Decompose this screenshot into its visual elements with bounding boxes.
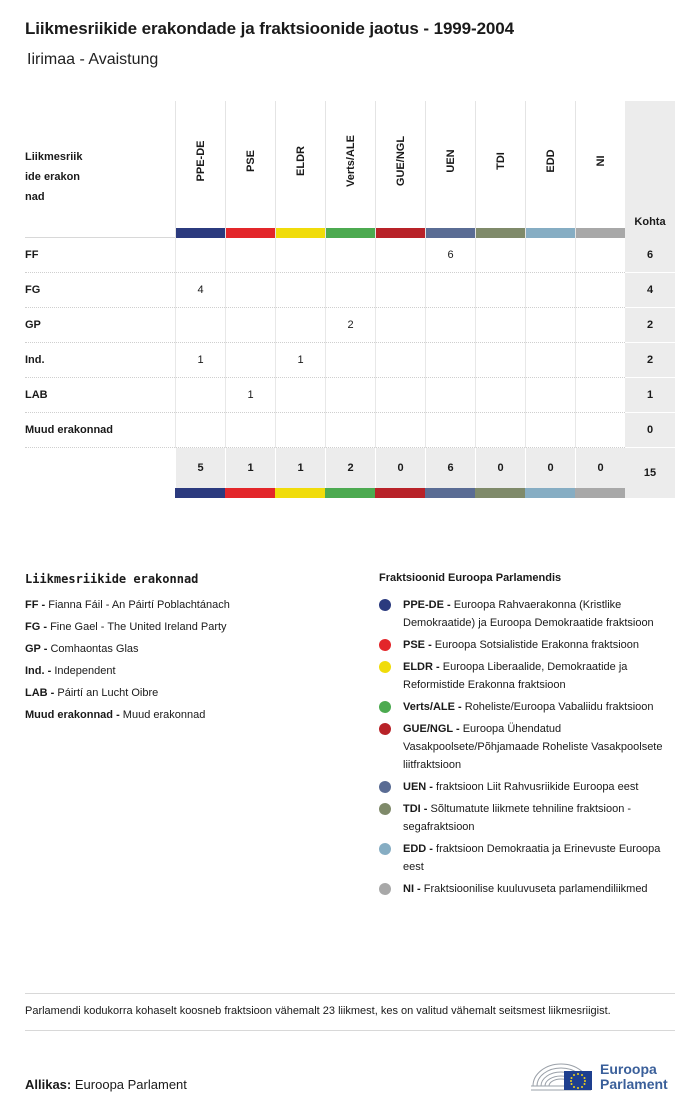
row-total: 1 (625, 378, 675, 413)
column-color-bar (575, 488, 625, 498)
table-cell (525, 413, 575, 448)
table-cell (575, 273, 625, 308)
column-header-label: GUE/NGL (394, 135, 407, 187)
group-legend-item: TDI - Sõltumatute liikmete tehniline fraktsioon - segafraktsioon (379, 800, 675, 836)
table-cell (425, 308, 475, 343)
column-header (175, 101, 225, 238)
row-label: Ind. (25, 354, 45, 366)
table-cell (425, 378, 475, 413)
group-legend-item: UEN - fraktsioon Liit Rahvusriikide Euroopa eest (379, 778, 675, 796)
table-cell (275, 378, 325, 413)
table-cell (325, 378, 375, 413)
row-label: FF (25, 249, 39, 261)
group-legend-item: EDD - fraktsioon Demokraatia ja Erinevuste Euroopa eest (379, 840, 675, 876)
column-color-bar (325, 488, 375, 498)
column-color-bar (176, 228, 225, 238)
column-color-bar (476, 228, 525, 238)
table-row (25, 308, 675, 343)
groups-legend (379, 572, 675, 902)
table-cell (375, 238, 425, 273)
group-color-dot-icon (379, 781, 391, 793)
group-color-dot-icon (379, 883, 391, 895)
group-legend-item: GUE/NGL - Euroopa Ühendatud Vasakpoolsete/Põhjamaade Roheliste Vasakpoolsete liitfraktsioon (379, 720, 675, 774)
column-color-bar (375, 488, 425, 498)
table-cell (225, 273, 275, 308)
party-legend-item: FF - Fianna Fáil - An Páirtí Poblachtánach (25, 599, 230, 611)
group-abbr: TDI (403, 803, 421, 815)
page-title: Liikmesriikide erakondade ja fraktsioonide jaotus - 1999-2004 (25, 19, 514, 38)
table-cell (575, 413, 625, 448)
party-name: Fianna Fáil - An Páirtí Poblachtánach (48, 599, 230, 611)
party-legend-item: FG - Fine Gael - The United Ireland Party (25, 621, 227, 633)
table-cell (425, 273, 475, 308)
column-color-bar (225, 488, 275, 498)
table-cell (525, 273, 575, 308)
table-cell (525, 343, 575, 378)
table-cell (475, 238, 525, 273)
table-cell (275, 413, 325, 448)
table-cell (225, 413, 275, 448)
column-header-label: UEN (444, 149, 457, 173)
grand-total: 15 (625, 448, 675, 498)
table-row (25, 413, 675, 448)
table-cell: 1 (275, 343, 325, 378)
column-color-bar (175, 488, 225, 498)
column-total: 1 (225, 448, 275, 488)
table-cell: 6 (425, 238, 475, 273)
table-cell (475, 273, 525, 308)
source-line (25, 1077, 187, 1092)
total-header-label: Kohta (634, 216, 666, 228)
column-color-bar (426, 228, 475, 238)
table-header (25, 101, 675, 238)
table-cell (325, 238, 375, 273)
footnote: Parlamendi kodukorra kohaselt koosneb fraktsioon vähemalt 23 liikmest, kes on valitud vähemalt seitsmest liikmesriigist. (25, 993, 675, 1031)
table-cell (175, 308, 225, 343)
row-total: 4 (625, 273, 675, 308)
column-total: 0 (525, 448, 575, 488)
column-color-bar (425, 488, 475, 498)
row-total: 0 (625, 413, 675, 448)
column-header-label: NI (594, 155, 607, 167)
party-abbr: GP (25, 643, 41, 655)
table-row (25, 378, 675, 413)
column-color-bar (576, 228, 625, 238)
parties-legend-heading: Liikmesriikide erakonnad (25, 572, 199, 586)
table-cell (275, 238, 325, 273)
column-color-bar (525, 488, 575, 498)
table-cell (325, 413, 375, 448)
table-cell (475, 343, 525, 378)
table-cell (175, 238, 225, 273)
group-abbr: EDD (403, 843, 427, 855)
party-abbr: LAB (25, 687, 48, 699)
column-header (325, 101, 375, 238)
column-header-label: PPE-DE (194, 140, 207, 182)
table-cell (575, 308, 625, 343)
party-legend-item: GP - Comhaontas Glas (25, 643, 139, 655)
party-name: Comhaontas Glas (50, 643, 139, 655)
column-total: 0 (575, 448, 625, 488)
table-cell (175, 413, 225, 448)
column-total: 2 (325, 448, 375, 488)
group-legend-item: PPE-DE - Euroopa Rahvaerakonna (Kristlike Demokraatide) ja Euroopa Demokraatide fraktsioon (379, 596, 675, 632)
table-row (25, 343, 675, 378)
column-color-bar (276, 228, 325, 238)
group-abbr: GUE/NGL (403, 723, 453, 735)
column-color-bar (326, 228, 375, 238)
logo-line-2: Parlament (600, 1076, 668, 1092)
table-cell: 1 (225, 378, 275, 413)
column-total: 5 (175, 448, 225, 488)
table-row (25, 273, 675, 308)
group-color-dot-icon (379, 639, 391, 651)
table-cell (275, 273, 325, 308)
group-name: Euroopa Liberaalide, Demokraatide ja Reformistide Erakonna fraktsioon (403, 661, 628, 691)
column-header (575, 101, 625, 238)
page-subtitle: Iirimaa - Avaistung (27, 51, 159, 68)
group-abbr: UEN (403, 781, 427, 793)
column-header (475, 101, 525, 238)
column-header-label: Verts/ALE (344, 135, 357, 187)
table-cell: 4 (175, 273, 225, 308)
row-total: 6 (625, 238, 675, 273)
column-total: 0 (375, 448, 425, 488)
column-header (375, 101, 425, 238)
party-name: Fine Gael - The United Ireland Party (50, 621, 227, 633)
column-header-label: TDI (494, 152, 507, 170)
table-cell (375, 273, 425, 308)
table-cell (575, 343, 625, 378)
group-color-dot-icon (379, 599, 391, 611)
total-column-header (625, 101, 675, 238)
table-cell: 1 (175, 343, 225, 378)
table-totals-row (25, 448, 675, 498)
table-cell (575, 378, 625, 413)
source-value: Euroopa Parlament (74, 1077, 187, 1092)
table-cell: 2 (325, 308, 375, 343)
parties-legend-list (25, 594, 355, 726)
group-name: fraktsioon Demokraatia ja Erinevuste Euroopa eest (403, 843, 661, 873)
column-header-label: PSE (244, 149, 257, 173)
column-header (225, 101, 275, 238)
group-name: Euroopa Rahvaerakonna (Kristlike Demokraatide) ja Euroopa Demokraatide fraktsioon (403, 599, 654, 629)
party-abbr: Muud erakonnad (25, 709, 114, 721)
row-label: Muud erakonnad (25, 424, 114, 436)
party-name: Independent (54, 665, 116, 677)
table-cell (175, 378, 225, 413)
group-name: Euroopa Ühendatud Vasakpoolsete/Põhjamaade Roheliste Vasakpoolsete liitfraktsioon (403, 723, 663, 771)
column-header-label: EDD (544, 149, 557, 173)
group-name: Roheliste/Euroopa Vabaliidu fraktsioon (464, 701, 654, 713)
column-color-bar (526, 228, 575, 238)
table-cell (525, 238, 575, 273)
group-name: Sõltumatute liikmete tehniline fraktsioon - segafraktsioon (403, 803, 632, 833)
column-header-label: ELDR (294, 146, 307, 176)
column-color-bar (475, 488, 525, 498)
table-cell (475, 413, 525, 448)
party-abbr: FF (25, 599, 39, 611)
group-name: Euroopa Sotsialistide Erakonna fraktsioon (434, 639, 640, 651)
column-header (425, 101, 475, 238)
table-cell (525, 378, 575, 413)
groups-legend-list (379, 596, 675, 898)
column-color-bar (275, 488, 325, 498)
parties-legend (25, 572, 355, 726)
row-label: GP (25, 319, 41, 331)
group-name: Fraktsioonilise kuuluvuseta parlamendiliikmed (423, 883, 648, 895)
column-total: 1 (275, 448, 325, 488)
party-name: Muud erakonnad (122, 709, 206, 721)
party-legend-item: Ind. - Independent (25, 665, 116, 677)
group-abbr: PSE (403, 639, 426, 651)
group-legend-item: NI - Fraktsioonilise kuuluvuseta parlamendiliikmed (379, 880, 675, 898)
column-header (525, 101, 575, 238)
column-color-bar (376, 228, 425, 238)
party-legend-item: Muud erakonnad - Muud erakonnad (25, 709, 206, 721)
row-total: 2 (625, 343, 675, 378)
group-abbr: PPE-DE (403, 599, 444, 611)
table-cell (225, 308, 275, 343)
party-name: Páirtí an Lucht Oibre (57, 687, 159, 699)
row-header-label: Liikmesriikide erakonnad (25, 151, 83, 203)
group-color-dot-icon (379, 701, 391, 713)
table-cell (325, 343, 375, 378)
column-color-bar (226, 228, 275, 238)
source-label: Allikas: (25, 1077, 72, 1092)
group-legend-item: ELDR - Euroopa Liberaalide, Demokraatide ja Reformistide Erakonna fraktsioon (379, 658, 675, 694)
logo-text (600, 1062, 668, 1092)
table-cell (225, 343, 275, 378)
table-cell (525, 308, 575, 343)
logo-line-1: Euroopa (600, 1061, 657, 1077)
table-cell (425, 413, 475, 448)
groups-legend-heading: Fraktsioonid Euroopa Parlamendis (379, 572, 562, 584)
table-cell (425, 343, 475, 378)
row-label: LAB (25, 389, 48, 401)
group-color-dot-icon (379, 723, 391, 735)
table-cell (375, 308, 425, 343)
group-legend-item: PSE - Euroopa Sotsialistide Erakonna fraktsioon (379, 636, 675, 654)
group-color-dot-icon (379, 803, 391, 815)
table-row (25, 238, 675, 273)
group-legend-item: Verts/ALE - Roheliste/Euroopa Vabaliidu fraktsioon (379, 698, 675, 716)
group-name: fraktsioon Liit Rahvusriikide Euroopa eest (436, 781, 639, 793)
table-body (25, 238, 675, 448)
table-cell (275, 308, 325, 343)
group-abbr: ELDR (403, 661, 433, 673)
table-cell (475, 308, 525, 343)
column-header (275, 101, 325, 238)
row-label: FG (25, 284, 41, 296)
party-abbr: FG (25, 621, 41, 633)
group-color-dot-icon (379, 843, 391, 855)
group-abbr: NI (403, 883, 414, 895)
table-cell (375, 413, 425, 448)
table-cell (575, 238, 625, 273)
column-total: 0 (475, 448, 525, 488)
table-cell (325, 273, 375, 308)
group-color-dot-icon (379, 661, 391, 673)
group-abbr: Verts/ALE (403, 701, 455, 713)
table-cell (225, 238, 275, 273)
row-total: 2 (625, 308, 675, 343)
table-cell (475, 378, 525, 413)
party-legend-item: LAB - Páirtí an Lucht Oibre (25, 687, 159, 699)
distribution-table (25, 101, 675, 498)
party-abbr: Ind. (25, 665, 45, 677)
table-cell (375, 378, 425, 413)
column-total: 6 (425, 448, 475, 488)
table-cell (375, 343, 425, 378)
